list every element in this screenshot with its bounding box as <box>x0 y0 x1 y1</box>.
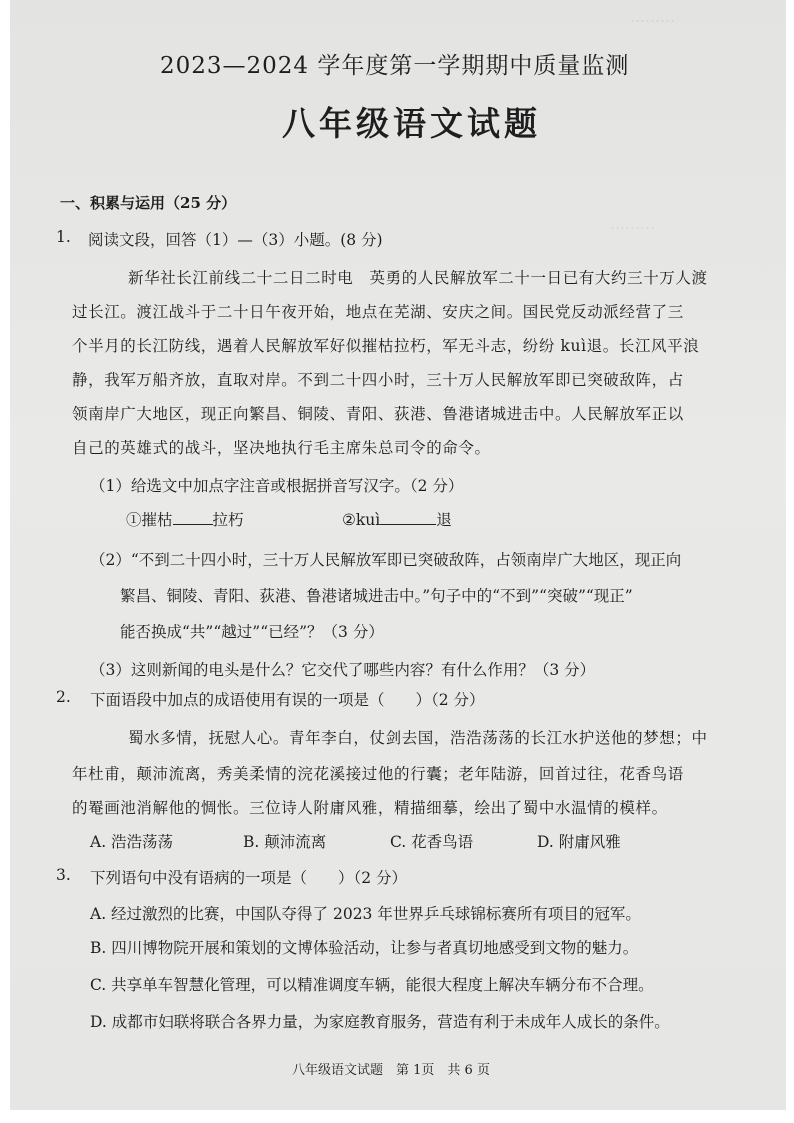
fill-item <box>126 508 244 530</box>
fill-item-prefix: ①摧枯 <box>126 511 173 529</box>
passage-line: 过长江。渡江战斗于二十日午夜开始，地点在芜湖、安庆之间。国民党反动派经营了三 <box>72 303 684 321</box>
passage-line: 个半月的长江防线，遇着人民解放军好似摧枯拉朽，军无斗志，纷纷 kuì退。长江风平浪 <box>72 337 700 355</box>
sub-question: 能否换成“共”“越过”“已经”？（3 分） <box>120 623 384 641</box>
exam-paper <box>10 0 786 1110</box>
question-prompt: 下列语句中没有语病的一项是（ ）（2 分） <box>90 869 408 887</box>
fill-item <box>342 508 452 530</box>
option-a: A. 浩浩荡荡 <box>90 833 174 851</box>
sub-question: （2）“不到二十四小时，三十万人民解放军即已突破敌阵，占领南岸广大地区，现正向 <box>90 551 682 569</box>
sub-question: （1）给选文中加点字注音或根据拼音写汉字。（2 分） <box>90 477 464 495</box>
subject-title: 八年级语文试题 <box>282 104 541 143</box>
passage-line: 新华社长江前线二十二日二时电 英勇的人民解放军二十一日已有大约三十万人渡 <box>128 269 708 287</box>
question-prompt: 阅读文段，回答（1）—（3）小题。(8 分) <box>88 231 383 249</box>
answer-blank[interactable] <box>173 510 213 525</box>
answer-blank[interactable] <box>380 510 436 525</box>
option-b: B. 颠沛流离 <box>243 833 327 851</box>
fill-item-suffix: 拉朽 <box>212 511 244 529</box>
passage-line: 领南岸广大地区，现正向繁昌、铜陵、青阳、荻港、鲁港诸城进击中。人民解放军正以 <box>72 405 684 423</box>
option-c: C. 花香鸟语 <box>390 833 474 851</box>
bleed-through-text: ……… <box>610 215 655 233</box>
bleed-through-text: ……… <box>630 8 675 26</box>
passage-line: 的罨画池消解他的惆怅。三位诗人附庸风雅，精描细摹，绘出了蜀中水温情的模样。 <box>72 799 668 817</box>
option-d: D. 成都市妇联将联合各界力量，为家庭教育服务，营造有利于未成年人成长的条件。 <box>90 1013 670 1031</box>
fill-item-suffix: 退 <box>436 511 452 529</box>
page-footer: 八年级语文试题 第 1页 共 6 页 <box>292 1063 490 1078</box>
section-heading: 一、积累与运用（25 分） <box>60 194 237 212</box>
option-d: D. 附庸风雅 <box>537 833 621 851</box>
passage-line: 静，我军万船齐放，直取对岸。不到二十四小时，三十万人民解放军即已突破敌阵，占 <box>72 371 684 389</box>
sub-question: （3）这则新闻的电头是什么？它交代了哪些内容？有什么作用？（3 分） <box>90 661 596 679</box>
option-c: C. 共享单车智慧化管理，可以精准调度车辆，能很大程度上解决车辆分布不合理。 <box>90 976 654 994</box>
passage-line: 蜀水多情，抚慰人心。青年李白，仗剑去国，浩浩荡荡的长江水护送他的梦想；中 <box>128 729 708 747</box>
fill-item-prefix: ②kuì <box>342 511 381 529</box>
option-b: B. 四川博物院开展和策划的文博体验活动，让参与者真切地感受到文物的魅力。 <box>90 939 639 957</box>
passage-line: 年杜甫，颠沛流离，秀美柔情的浣花溪接过他的行囊；老年陆游，回首过往，花香鸟语 <box>72 765 684 783</box>
option-a: A. 经过激烈的比赛，中国队夺得了 2023 年世界乒乓球锦标赛所有项目的冠军。 <box>90 905 641 923</box>
sub-question: 繁昌、铜陵、青阳、荻港、鲁港诸城进击中。”句子中的“不到”“突破”“现正” <box>120 587 633 605</box>
question-number: 2. <box>56 688 71 706</box>
question-number: 1. <box>56 228 71 246</box>
question-prompt: 下面语段中加点的成语使用有误的一项是（ ）（2 分） <box>90 691 485 709</box>
exam-title: 2023—2024 学年度第一学期期中质量监测 <box>160 53 630 79</box>
passage-line: 自己的英雄式的战斗，坚决地执行毛主席朱总司令的命令。 <box>72 439 491 457</box>
question-number: 3. <box>56 866 71 884</box>
